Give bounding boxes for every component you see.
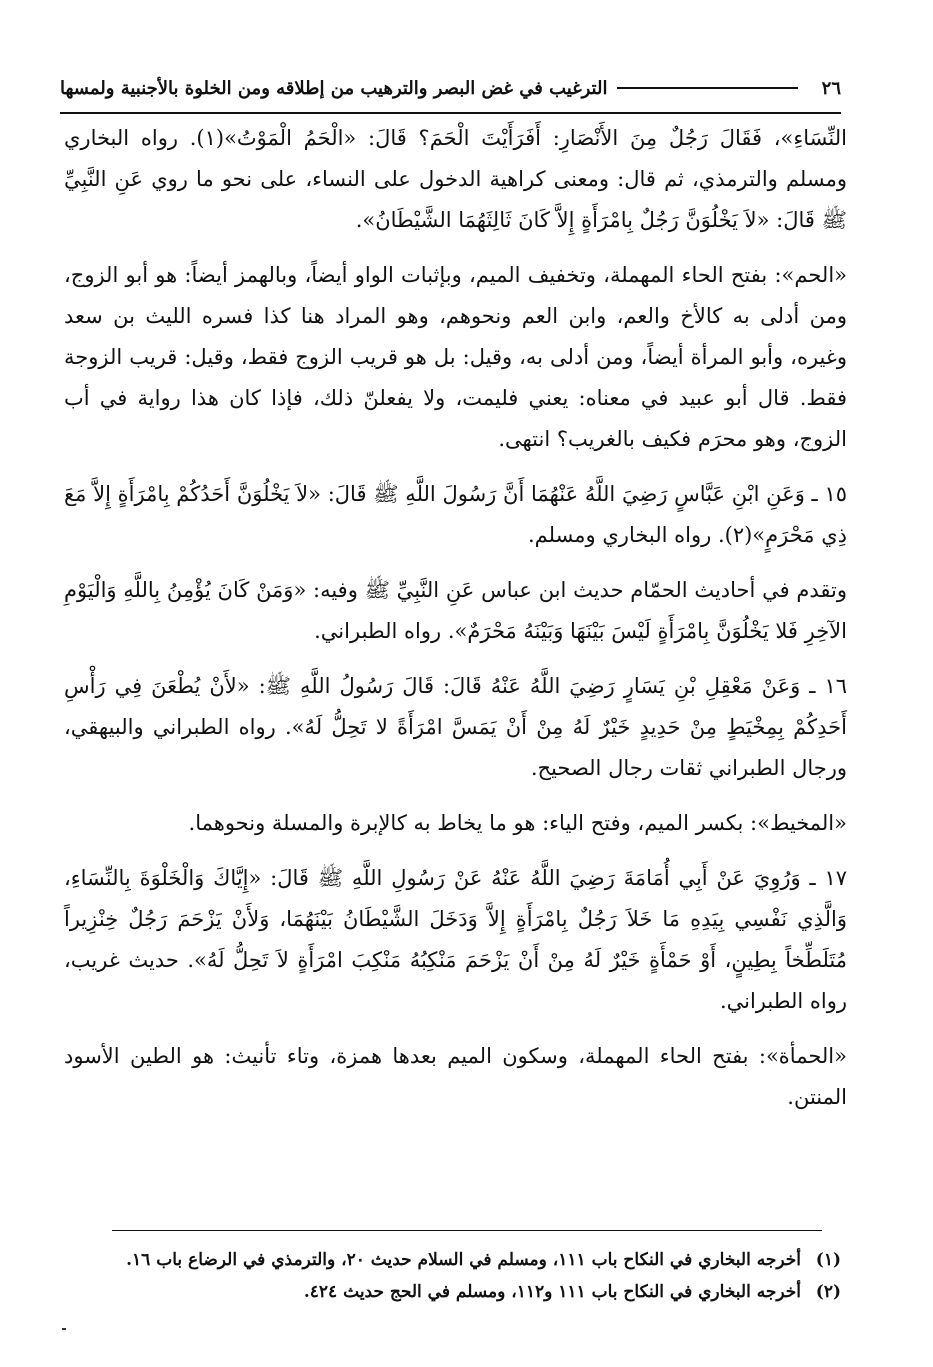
- page-number: ٢٦: [821, 77, 841, 99]
- header-title: الترغيب في غض البصر والترهيب من إطلاقه ومن الخلوة بالأجنبية ولمسها: [60, 77, 608, 99]
- footnotes: [112, 1244, 841, 1308]
- paragraph-5-hadith-16: ١٦ ـ وَعَنْ مَعْقِلِ بْنِ يَسَارٍ رَضِيَ اللَّهُ عَنْهُ قَالَ: قَالَ رَسُولُ اللَّهِ ﷺ: «لأَنْ يُطْعَنَ فِي رَأْسِ أَحَدِكُمْ بِمِخْيَطٍ مِنْ حَدِيدٍ خَيْرٌ لَهُ مِنْ أَنْ يَمَسَّ امْرَأَةً لا تَحِلُّ لَهُ». رواه الطبراني والبيهقي، ورجال الطبراني ثقات رجال الصحيح.: [64, 674, 847, 780]
- footnote-text: أخرجه البخاري في النكاح باب ١١١ و١١٢، ومسلم في الحج حديث ٤٢٤.: [303, 1282, 801, 1302]
- paragraph-6: «المخيط»: بكسر الميم، وفتح الياء: هو ما يخاط به كالإبرة والمسلة ونحوهما.: [188, 811, 847, 835]
- paragraph-8: «الحمأة»: بفتح الحاء المهملة، وسكون الميم بعدها همزة، وتاء تأنيث: هو الطين الأسود المنتن.: [64, 1044, 847, 1109]
- paragraph-1: النِّسَاءِ»، فَقَالَ رَجُلٌ مِنَ الأَنْصَارِ: أَفَرَأَيْتَ الْحَمَ؟ قَالَ: «الْحَمُ الْمَوْتُ»(١). رواه البخاري ومسلم والترمذي، ثم قال: ومعنى كراهية الدخول على النساء، على نحو ما روي عَنِ النَّبِيِّ ﷺ قَالَ: «لاَ يَخْلُوَنَّ رَجُلٌ بِامْرَأَةٍ إِلاَّ كَانَ ثَالِثَهُمَا الشَّيْطَانُ».: [64, 126, 847, 232]
- paragraph-3-hadith-15: ١٥ ـ وَعَنِ ابْنِ عَبَّاسٍ رَضِيَ اللَّهُ عَنْهُمَا أَنَّ رَسُولَ اللَّهِ ﷺ قَالَ: «لاَ يَخْلُوَنَّ أَحَدُكُمْ بِامْرَأَةٍ إِلاَّ مَعَ ذِي مَحْرَمٍ»(٢). رواه البخاري ومسلم.: [64, 482, 847, 547]
- page-mark: [62, 1328, 66, 1330]
- paragraph-7-hadith-17: ١٧ ـ وَرُوِيَ عَنْ أَبِي أُمَامَةَ رَضِيَ اللَّهُ عَنْهُ عَنْ رَسُولِ اللَّهِ ﷺ قَالَ: «إِيَّاكَ وَالْخَلْوَةَ بِالنِّسَاءِ، وَالَّذِي نَفْسِي بِيَدِهِ مَا خَلاَ رَجُلٌ بِامْرَأَةٍ إِلاَّ وَدَخَلَ الشَّيْطَانُ بَيْنَهُمَا، وَلأَنْ يَزْحَمَ رَجُلٌ خِنْزِيراً مُتَلَطِّخاً بِطِينٍ، أَوْ حَمْأَةٍ خَيْرٌ لَهُ مِنْ أَنْ يَزْحَمَ مَنْكِبُهُ مَنْكِبَ امْرَأَةٍ لاَ تَحِلُّ لَهُ». حديث غريب، رواه الطبراني.: [64, 866, 847, 1013]
- footnote-number: (٢): [815, 1282, 841, 1302]
- paragraph-4: وتقدم في أحاديث الحمّام حديث ابن عباس عَنِ النَّبِيِّ ﷺ وفيه: «وَمَنْ كَانَ يُؤْمِنُ بِاللَّهِ وَالْيَوْمِ الآخِرِ فَلا يَخْلُوَنَّ بِامْرَأَةٍ لَيْسَ بَيْنَهَا وَبَيْنَهُ مَحْرَمٌ». رواه الطبراني.: [64, 578, 847, 643]
- footnote-separator: [112, 1230, 822, 1231]
- footnote-text: أخرجه البخاري في النكاح باب ١١١، ومسلم في السلام حديث ٢٠، والترمذي في الرضاع باب ١٦.: [126, 1250, 801, 1270]
- header-rule: [617, 87, 797, 89]
- main-text: [64, 118, 847, 1132]
- footnote-number: (١): [815, 1250, 841, 1270]
- footnote: [112, 1244, 841, 1276]
- running-header: [60, 68, 841, 114]
- paragraph-2: «الحم»: بفتح الحاء المهملة، وتخفيف الميم، وبإثبات الواو أيضاً، وبالهمز أيضاً: هو أبو الزوج، ومن أدلى به كالأخ والعم، وابن العم ونحوهم، وهو المراد هنا كذا فسره الليث بن سعد وغيره، وأبو المرأة أيضاً، ومن أدلى به، وقيل: بل هو قريب الزوج فقط، وقيل: قريب الزوجة فقط. قال أبو عبيد في معناه: يعني فليمت، ولا يفعلنّ ذلك، فإذا كان هذا رواية في أب الزوج، وهو محرَم فكيف بالغريب؟ انتهى.: [64, 263, 847, 451]
- footnote: [112, 1276, 841, 1308]
